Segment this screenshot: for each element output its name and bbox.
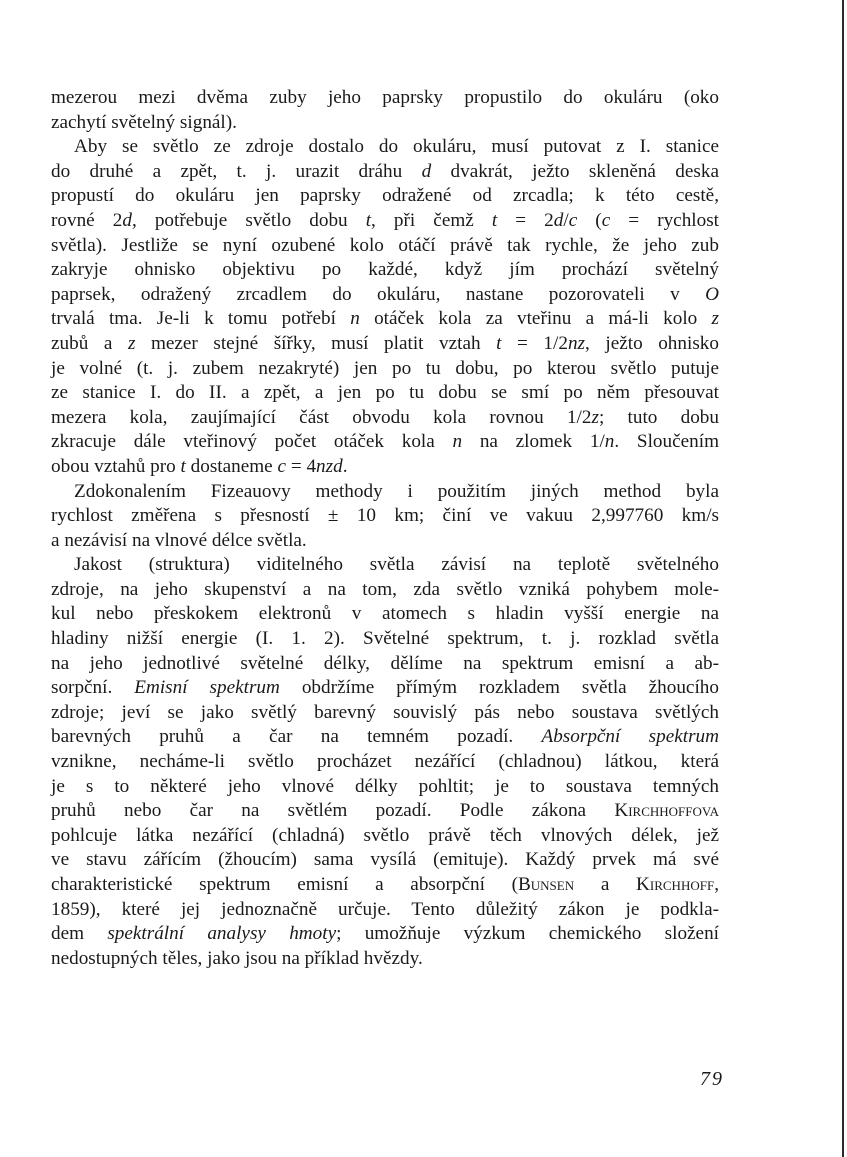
text-run: zdroje; jeví se jako světlý barevný souvislý pás nebo soustava světlých — [51, 701, 719, 723]
text-line — [51, 184, 719, 209]
text-run: dem — [51, 923, 108, 945]
body-text — [51, 86, 719, 971]
text-line — [51, 750, 719, 775]
text-line — [51, 504, 719, 529]
text-line — [51, 135, 719, 160]
text-line — [51, 627, 719, 652]
text-line — [51, 602, 719, 627]
text-run: mezerou mezi dvěma zuby jeho paprsky propustilo do okuláru (oko — [51, 87, 719, 108]
text-run: ve stavu zářícím (žhoucím) sama vysílá (emituje). Každý prvek má své — [51, 849, 719, 871]
text-run: , při čemž — [371, 209, 492, 231]
italic-text: z — [591, 406, 599, 428]
italic-text: nzd — [316, 455, 343, 477]
text-run: na jeho jednotlivé světelné délky, dělíme na spektrum emisní a ab- — [51, 652, 719, 674]
small-caps-name: Kirchhoffova — [614, 800, 719, 822]
italic-text: n — [452, 431, 463, 453]
text-run: propustí do okuláru jen paprsky odražené od zrcadla; k této cestě, — [51, 185, 719, 207]
text-run: dostaneme — [185, 455, 278, 477]
italic-text: t — [365, 209, 372, 231]
text-line — [51, 578, 719, 603]
text-line — [51, 234, 719, 259]
italic-text: c — [277, 455, 287, 477]
text-line — [51, 947, 719, 972]
text-line — [51, 332, 719, 357]
text-run: hladiny nižší energie (I. 1. 2). Světelné spektrum, t. j. rozklad světla — [51, 628, 719, 650]
text-line — [51, 529, 719, 554]
italic-text: t — [496, 332, 502, 354]
text-run: / — [563, 209, 569, 231]
text-run: , — [714, 874, 719, 895]
text-run: Jakost (struktura) viditelného světla závisí na teplotě světelného — [74, 554, 719, 576]
paragraph — [51, 480, 719, 554]
small-caps-name: Kirchhoff — [636, 874, 715, 895]
text-run: , ježto ohnisko — [585, 332, 719, 354]
text-run: zachytí světelný signál). — [51, 111, 237, 133]
text-line — [51, 283, 719, 308]
text-line — [51, 676, 719, 701]
paragraph — [51, 553, 719, 971]
text-run: Zdokonalením Fizeauovy methody i použitím jiných method byla — [74, 480, 719, 502]
text-line — [51, 701, 719, 726]
text-line — [51, 160, 719, 185]
text-line — [51, 848, 719, 873]
paragraph — [51, 86, 719, 135]
text-run: je volné (t. j. zubem nezakryté) jen po tu dobu, po kterou světlo putuje — [51, 357, 719, 379]
italic-text: n — [350, 308, 360, 330]
italic-text: nz — [567, 332, 586, 354]
text-line — [51, 209, 719, 234]
text-line — [51, 553, 719, 578]
text-run: světla). Jestliže se nyní ozubené kolo otáčí právě tak rychle, že jeho zub — [51, 234, 719, 256]
text-run: pruhů nebo čar na světlém pozadí. Podle zákona — [51, 800, 615, 822]
text-run: nedostupných těles, jako jsou na příklad hvězdy. — [51, 947, 423, 969]
text-line — [51, 381, 719, 406]
text-run: . Sloučením — [614, 431, 719, 453]
text-run: obdržíme přímým rozkladem světla žhoucího — [279, 677, 719, 699]
text-run: zkracuje dále vteřinový počet otáček kola — [51, 431, 453, 453]
text-run: rychlost změřena s přesností ± 10 km; činí ve vakuu 2,997760 km/s — [51, 505, 719, 527]
text-run: ; tuto dobu — [598, 406, 719, 428]
text-run: . — [342, 455, 348, 477]
text-line — [51, 455, 719, 480]
text-run: ( — [577, 209, 602, 231]
text-line — [51, 480, 719, 505]
italic-text: Absorpční spektrum — [541, 726, 719, 748]
text-run: zdroje, na jeho skupenství a na tom, zda světlo vzniká pohybem mole- — [51, 578, 719, 600]
text-line — [51, 357, 719, 382]
text-run: ; umožňuje výzkum chemického složení — [336, 923, 720, 945]
text-run: obou vztahů pro — [51, 455, 181, 477]
italic-text: z — [127, 332, 136, 354]
text-run: zakryje ohnisko objektivu po každé, když jím prochází světelný — [51, 259, 719, 281]
text-run: dvakrát, ježto skleněná deska — [431, 160, 719, 182]
text-run: mezera kola, zaujímající část obvodu kola rovnou 1/2 — [51, 406, 592, 428]
text-run: paprsek, odražený zrcadlem do okuláru, nastane pozorovateli v — [51, 283, 706, 305]
text-run: je s to některé jeho vlnové délky pohltit; je to soustava temných — [51, 775, 719, 797]
italic-text: z — [711, 308, 719, 330]
text-line — [51, 111, 719, 136]
text-run: rovné 2 — [51, 209, 123, 231]
text-line — [51, 652, 719, 677]
italic-text: Emisní spektrum — [134, 677, 280, 699]
italic-text: d — [553, 209, 564, 231]
text-run: a — [574, 874, 637, 895]
text-run: = 2 — [497, 209, 554, 231]
italic-text: c — [568, 209, 578, 231]
italic-text: c — [601, 209, 611, 231]
italic-text: n — [604, 431, 615, 453]
text-run: pohlcuje látka nezářící (chladná) světlo právě těch vlnových délek, jež — [51, 824, 719, 846]
text-run: zubů a — [51, 332, 128, 354]
paragraph — [51, 135, 719, 479]
text-line — [51, 898, 719, 923]
small-caps-name: Bunsen — [517, 874, 575, 895]
text-line — [51, 922, 719, 947]
page-edge-line — [842, 0, 844, 1157]
text-run: sorpční. — [51, 677, 135, 699]
text-run: ze stanice I. do II. a zpět, a jen po tu dobu se smí po něm přesouvat — [51, 382, 719, 404]
italic-text: spektrální analysy hmoty — [107, 923, 337, 945]
text-line — [51, 307, 719, 332]
text-run: trvalá tma. Je-li k tomu potřebí — [51, 308, 351, 330]
text-run: do druhé a zpět, t. j. urazit dráhu — [51, 160, 422, 182]
text-run: , potřebuje světlo dobu — [131, 209, 366, 231]
text-run: na zlomek 1/ — [462, 431, 605, 453]
text-run: mezer stejné šířky, musí platit vztah — [135, 332, 497, 354]
italic-text: d — [421, 160, 432, 182]
text-run: vznikne, necháme-li světlo procházet nezářící (chladnou) látkou, která — [51, 751, 719, 773]
text-line — [51, 873, 719, 898]
text-run: Aby se světlo ze zdroje dostalo do okuláru, musí putovat z I. stanice — [74, 136, 719, 158]
italic-text: O — [705, 283, 719, 305]
text-run: = rychlost — [610, 209, 720, 231]
text-line — [51, 799, 719, 824]
text-line — [51, 406, 719, 431]
text-line — [51, 775, 719, 800]
text-line — [51, 430, 719, 455]
text-line — [51, 86, 719, 111]
text-run: = 1/2 — [501, 332, 568, 354]
page-number: 79 — [700, 1068, 724, 1090]
text-run: = 4 — [286, 455, 317, 477]
italic-text: t — [180, 455, 186, 477]
text-run: charakteristické spektrum emisní a absorpční ( — [51, 874, 518, 895]
text-line — [51, 725, 719, 750]
text-run: a nezávisí na vlnové délce světla. — [51, 529, 307, 551]
text-run: otáček kola za vteřinu a má-li kolo — [359, 308, 712, 330]
text-line — [51, 258, 719, 283]
text-run: 1859), které jej jednoznačně určuje. Tento důležitý zákon je podkla- — [51, 898, 719, 920]
italic-text: d — [122, 209, 132, 231]
text-line — [51, 824, 719, 849]
text-run: barevných pruhů a čar na temném pozadí. — [51, 726, 542, 748]
italic-text: t — [491, 209, 498, 231]
text-run: kul nebo přeskokem elektronů v atomech s hladin vyšší energie na — [51, 603, 719, 625]
